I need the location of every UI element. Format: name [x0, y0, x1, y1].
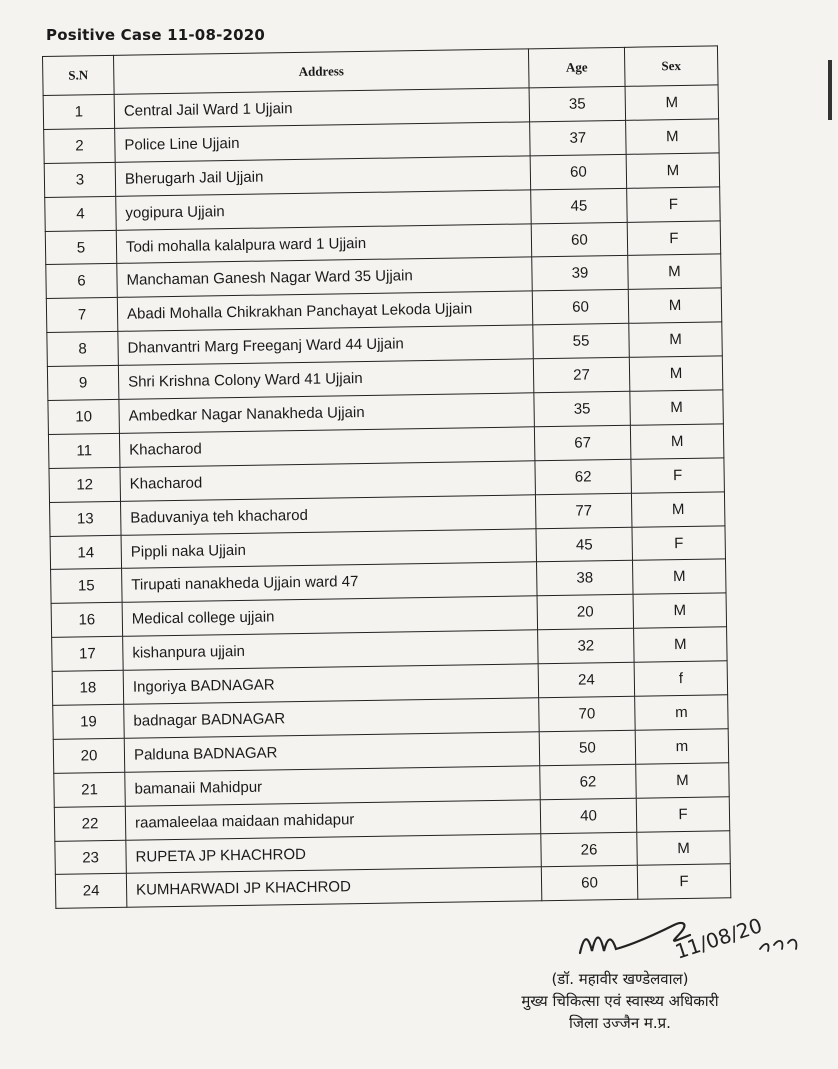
cell-age: 77 — [535, 493, 632, 528]
cell-age: 70 — [539, 696, 636, 731]
cell-address: Tirupati nanakheda Ujjain ward 47 — [122, 562, 537, 602]
cell-sn: 16 — [51, 603, 123, 638]
cell-age: 40 — [540, 798, 637, 833]
cell-address: KUMHARWADI JP KHACHROD — [126, 867, 541, 907]
cases-table-wrapper — [42, 45, 731, 909]
signature-date: 11/08/20 — [672, 913, 765, 964]
cell-sn: 9 — [47, 365, 119, 400]
cell-sn: 10 — [48, 399, 120, 434]
cell-sn: 21 — [54, 772, 126, 807]
cell-sn: 11 — [48, 433, 120, 468]
cell-address: Todi mohalla kalalpura ward 1 Ujjain — [116, 223, 531, 263]
cell-age: 67 — [534, 425, 631, 460]
cell-sex: M — [628, 288, 722, 323]
cell-age: 32 — [538, 629, 635, 664]
cell-address: Central Jail Ward 1 Ujjain — [114, 88, 529, 128]
cell-sn: 18 — [52, 670, 124, 705]
cell-address: raamaleelaa maidaan mahidapur — [125, 799, 540, 839]
cell-age: 60 — [531, 222, 628, 257]
cell-sex: m — [635, 729, 729, 764]
cell-sn: 15 — [51, 569, 123, 604]
cell-sex: M — [634, 627, 728, 662]
cell-sex: M — [630, 390, 724, 425]
cell-age: 45 — [531, 188, 628, 223]
cell-age: 35 — [534, 391, 631, 426]
signatory-block — [470, 968, 770, 1034]
cell-sn: 23 — [55, 840, 127, 875]
cell-sex: M — [626, 119, 720, 154]
cell-sn: 12 — [49, 467, 121, 502]
cell-address: Baduvaniya teh khacharod — [120, 494, 535, 534]
cell-sex: M — [630, 424, 724, 459]
cell-address: Khacharod — [119, 427, 534, 467]
cell-sex: F — [637, 864, 731, 899]
cell-address: Khacharod — [120, 461, 535, 501]
cell-sn: 8 — [47, 332, 119, 367]
cell-address: Ambedkar Nagar Nanakheda Ujjain — [119, 393, 534, 433]
cell-sn: 4 — [45, 196, 117, 231]
cell-address: Police Line Ujjain — [115, 122, 530, 162]
header-sn: S.N — [43, 55, 115, 95]
cell-address: yogipura Ujjain — [116, 190, 531, 230]
header-address: Address — [113, 49, 529, 95]
cell-sex: f — [634, 661, 728, 696]
cell-address: Medical college ujjain — [122, 596, 537, 636]
cell-sn: 5 — [45, 230, 117, 265]
cell-sex: F — [627, 187, 721, 222]
cell-sex: M — [637, 830, 731, 865]
cell-age: 27 — [533, 357, 630, 392]
cell-age: 38 — [537, 561, 634, 596]
page-edge-mark — [828, 60, 832, 120]
cell-age: 37 — [530, 120, 627, 155]
cell-address: Abadi Mohalla Chikrakhan Panchayat Lekoda Ujjain — [117, 291, 532, 331]
cell-age: 39 — [532, 256, 629, 291]
cell-age: 60 — [541, 866, 638, 901]
cell-sn: 13 — [50, 501, 122, 536]
cell-sex: F — [627, 220, 721, 255]
cell-address: Palduna BADNAGAR — [124, 732, 539, 772]
cell-sn: 20 — [53, 738, 125, 773]
page-title: Positive Case 11-08-2020 — [46, 26, 266, 44]
cell-sn: 17 — [52, 637, 124, 672]
cell-sn: 24 — [55, 874, 127, 909]
header-age: Age — [528, 47, 625, 88]
cell-address: badnagar BADNAGAR — [124, 698, 539, 738]
cell-sex: M — [629, 356, 723, 391]
header-sex: Sex — [624, 46, 718, 86]
signatory-location: जिला उज्जैन म.प्र. — [569, 1014, 671, 1032]
cell-sex: M — [626, 153, 720, 188]
cell-age: 50 — [539, 730, 636, 765]
cell-sn: 7 — [46, 298, 118, 333]
cases-table — [42, 45, 731, 909]
cell-address: Bherugarh Jail Ujjain — [115, 156, 530, 196]
cell-address: Dhanvantri Marg Freeganj Ward 44 Ujjain — [118, 325, 533, 365]
cell-age: 55 — [533, 324, 630, 359]
cell-sn: 3 — [44, 162, 116, 197]
cell-sex: M — [625, 85, 719, 120]
cell-age: 62 — [540, 764, 637, 799]
cell-age: 60 — [532, 290, 629, 325]
cell-sn: 1 — [43, 94, 115, 129]
signatory-name: (डॉ. महावीर खण्डेलवाल) — [551, 970, 689, 988]
cell-address: Shri Krishna Colony Ward 41 Ujjain — [118, 359, 533, 399]
cell-age: 45 — [536, 527, 633, 562]
cell-sex: M — [633, 593, 727, 628]
cell-address: Manchaman Ganesh Nagar Ward 35 Ujjain — [117, 257, 532, 297]
cell-sn: 14 — [50, 535, 122, 570]
cell-address: RUPETA JP KHACHROD — [126, 833, 541, 873]
cell-sex: M — [629, 322, 723, 357]
signatory-designation: मुख्य चिकित्सा एवं स्वास्थ्य अधिकारी — [521, 992, 719, 1010]
cell-sn: 22 — [54, 806, 126, 841]
cell-sex: M — [636, 763, 730, 798]
cell-age: 20 — [537, 595, 634, 630]
cell-sex: F — [631, 458, 725, 493]
cell-age: 62 — [535, 459, 632, 494]
cell-address: Pippli naka Ujjain — [121, 528, 536, 568]
cell-sex: M — [633, 559, 727, 594]
cell-sn: 6 — [46, 264, 118, 299]
cell-age: 24 — [538, 662, 635, 697]
cell-sex: F — [636, 797, 730, 832]
table-body — [43, 85, 731, 909]
cell-age: 60 — [530, 154, 627, 189]
cell-sex: M — [628, 254, 722, 289]
cell-address: kishanpura ujjain — [123, 630, 538, 670]
cell-age: 26 — [541, 832, 638, 867]
cell-sn: 19 — [53, 704, 125, 739]
cell-sex: F — [632, 525, 726, 560]
cell-sex: M — [631, 492, 725, 527]
cell-address: bamanaii Mahidpur — [125, 766, 540, 806]
cell-sn: 2 — [44, 128, 116, 163]
handwritten-signature — [570, 905, 810, 975]
cell-sex: m — [635, 695, 729, 730]
cell-address: Ingoriya BADNAGAR — [123, 664, 538, 704]
cell-age: 35 — [529, 86, 626, 121]
